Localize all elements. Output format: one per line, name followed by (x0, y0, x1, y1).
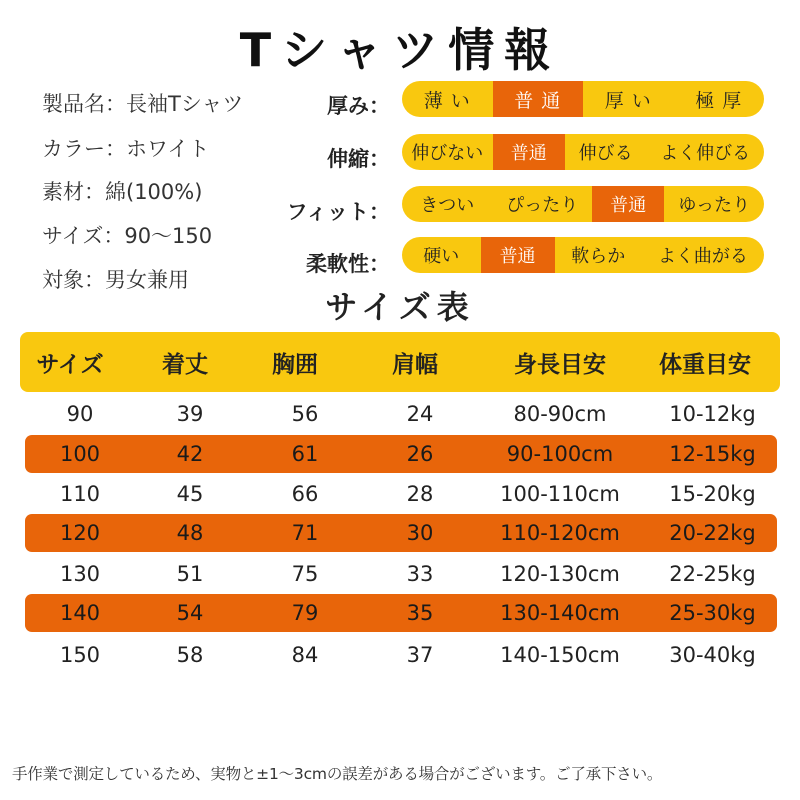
table-row-highlighted (25, 514, 777, 552)
spec-value: 長袖Tシャツ (126, 92, 244, 116)
table-cell: 39 (176, 402, 204, 426)
scale-thickness (402, 81, 764, 117)
page-title: Tシャツ情報 (239, 23, 561, 77)
table-cell: 58 (176, 643, 204, 667)
scale-option: ぴったり (506, 195, 579, 216)
spec-separator: ： (103, 224, 125, 248)
table-row-highlighted (25, 594, 777, 632)
table-cell: 45 (176, 482, 204, 506)
table-cell: 130-140cm (500, 601, 620, 625)
scale-option-selected: 普通 (493, 134, 565, 170)
spec-separator: ： (105, 137, 126, 161)
table-cell: 120 (59, 521, 101, 545)
spec-separator: ： (84, 180, 105, 204)
table-cell: 37 (406, 643, 434, 667)
spec-separator: ： (105, 92, 126, 116)
spec-label: カラー (42, 137, 105, 161)
table-cell: 84 (291, 643, 319, 667)
table-cell: 15-20kg (669, 482, 756, 506)
table-cell: 80-90cm (513, 402, 607, 426)
table-cell: 48 (176, 521, 204, 545)
table-cell: 35 (406, 601, 434, 625)
table-cell: 30-40kg (669, 643, 756, 667)
table-cell: 90 (66, 402, 94, 426)
scale-option: よく曲がる (657, 246, 748, 267)
table-row (25, 636, 777, 674)
scale-option: 伸びる (578, 143, 633, 164)
table-cell: 10-12kg (669, 402, 756, 426)
table-cell: 130 (59, 562, 101, 586)
header-cell: 肩幅 (392, 351, 438, 378)
table-cell: 28 (406, 482, 434, 506)
measurement-note: 手作業で測定しているため、実物と±1～3cmの誤差がある場合がございます。ご了承下さい。 (12, 765, 663, 783)
size-table-title: サイズ表 (325, 288, 475, 326)
scale-option: よく伸びる (660, 143, 751, 164)
table-cell: 110-120cm (500, 521, 620, 545)
table-cell: 24 (406, 402, 434, 426)
table-cell: 79 (291, 601, 319, 625)
scale-option: 極 厚 (695, 89, 743, 112)
table-cell: 100-110cm (500, 482, 620, 506)
attr-label-flexibility: 柔軟性： (306, 252, 390, 276)
spec-label: 素材 (42, 180, 84, 204)
table-cell: 56 (291, 402, 319, 426)
table-cell: 20-22kg (669, 521, 756, 545)
table-cell: 25-30kg (669, 601, 756, 625)
scale-fit (402, 186, 764, 222)
scale-option: ゆったり (678, 195, 751, 216)
table-cell: 150 (59, 643, 101, 667)
table-cell: 30 (406, 521, 434, 545)
table-cell: 54 (176, 601, 204, 625)
attr-label-stretch: 伸縮： (327, 147, 390, 171)
table-row (25, 395, 777, 433)
spec-value: 男女兼用 (105, 268, 189, 292)
spec-label: 対象 (42, 268, 84, 292)
table-cell: 51 (176, 562, 204, 586)
scale-option-selected: 普 通 (493, 81, 584, 117)
table-cell: 26 (406, 442, 434, 466)
scale-option: きつい (420, 195, 475, 216)
scale-option: 薄 い (423, 89, 471, 112)
spec-value: 綿(100%) (105, 180, 203, 204)
scale-option-selected: 普通 (481, 237, 555, 273)
spec-label: 製品名 (42, 92, 105, 116)
scale-flexibility (402, 237, 764, 273)
attr-label-fit: フィット： (286, 200, 390, 224)
spec-label: サイズ (42, 224, 104, 248)
header-cell: 体重目安 (659, 351, 751, 378)
table-cell: 140 (59, 601, 101, 625)
scale-stretch (402, 134, 764, 170)
table-cell: 110 (59, 482, 101, 506)
table-cell: 90-100cm (506, 442, 614, 466)
scale-option: 軟らか (571, 246, 626, 267)
size-table-header (20, 332, 780, 392)
table-cell: 71 (291, 521, 319, 545)
scale-option: 厚 い (604, 89, 652, 112)
table-cell: 42 (176, 442, 204, 466)
table-cell: 120-130cm (500, 562, 620, 586)
table-cell: 75 (291, 562, 319, 586)
header-cell: 身長目安 (514, 351, 606, 378)
scale-option: 硬い (423, 246, 460, 267)
table-cell: 66 (291, 482, 319, 506)
scale-option-selected: 普通 (592, 186, 664, 222)
spec-value: ホワイト (126, 137, 210, 161)
header-cell: 着丈 (162, 351, 208, 378)
attr-label-thickness: 厚み： (327, 94, 390, 118)
spec-value: 90～150 (124, 224, 213, 248)
header-cell: サイズ (36, 351, 104, 378)
table-cell: 100 (59, 442, 101, 466)
table-row (25, 475, 777, 513)
scale-option: 伸びない (411, 143, 484, 164)
table-cell: 22-25kg (669, 562, 756, 586)
table-cell: 12-15kg (669, 442, 756, 466)
table-cell: 33 (406, 562, 434, 586)
spec-separator: ： (84, 268, 105, 292)
header-cell: 胸囲 (272, 351, 318, 378)
table-row (25, 555, 777, 593)
table-row-highlighted (25, 435, 777, 473)
table-cell: 140-150cm (500, 643, 620, 667)
table-cell: 61 (291, 442, 319, 466)
